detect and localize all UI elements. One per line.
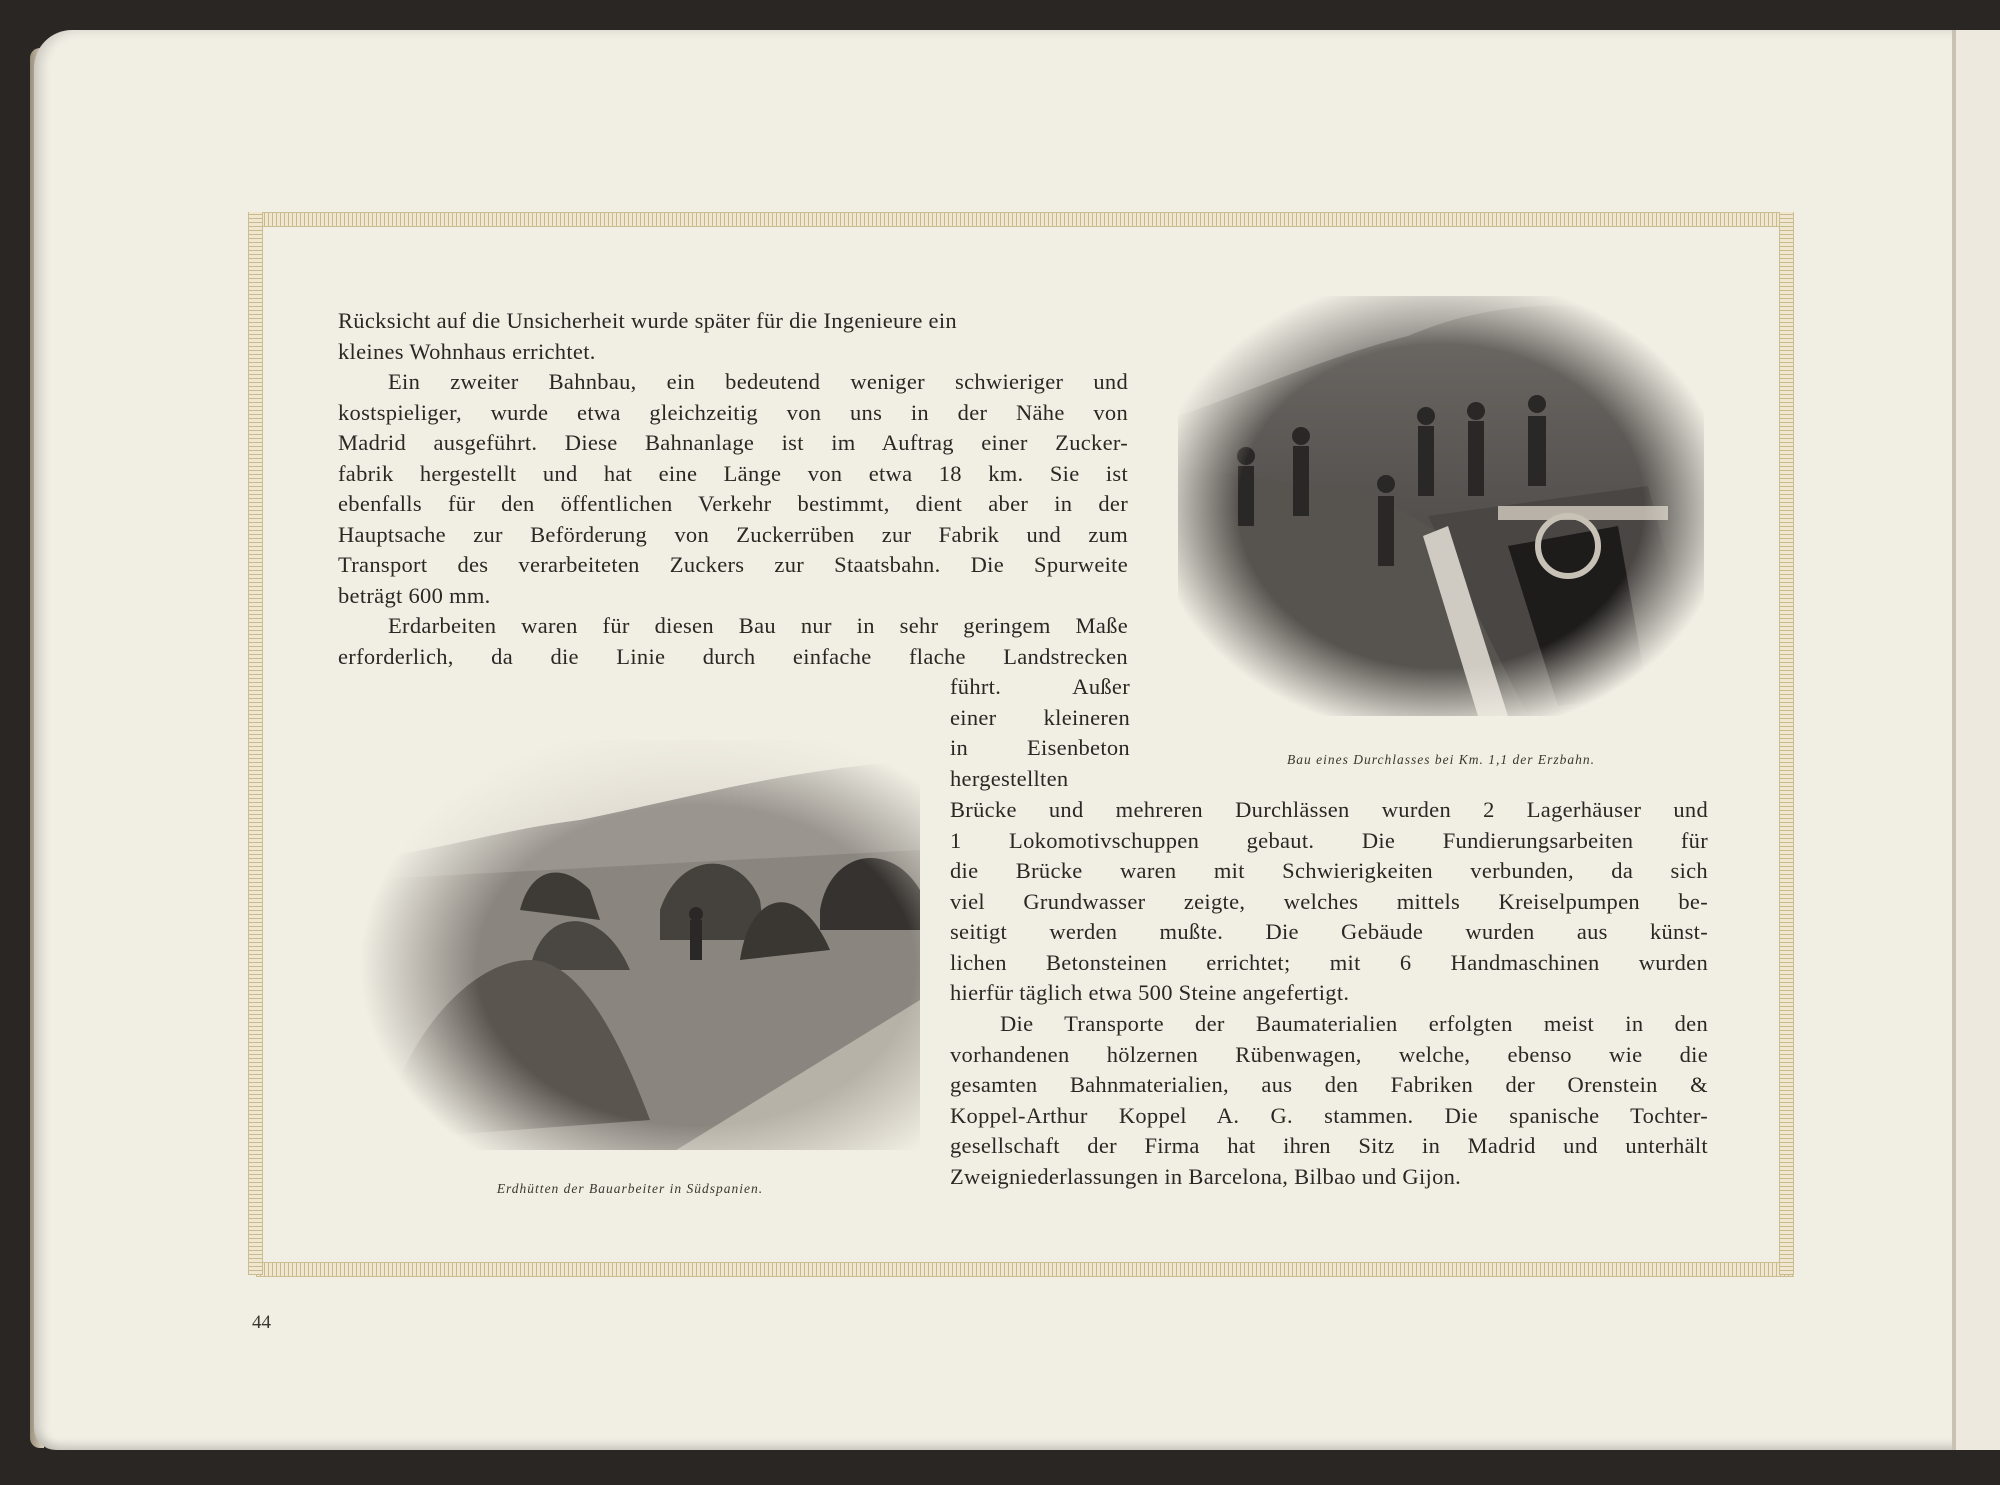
- page-number: 44: [252, 1312, 271, 1333]
- p3-line: viel Grundwasser zeigte, welches mittels Kreiselpumpen be-: [950, 888, 1708, 914]
- paragraph-4: [950, 1009, 1708, 1192]
- p4-line: Die Transporte der Baumaterialien erfolgten meist in den: [1000, 1011, 1708, 1036]
- p4-line: Zweigniederlassungen in Barcelona, Bilbao und Gijon.: [950, 1163, 1462, 1189]
- p3-narrow-line: in Eisenbeton: [950, 735, 1130, 760]
- border-bottom: [256, 1262, 1794, 1277]
- p3-line: die Brücke waren mit Schwierigkeiten verbunden, da sich: [950, 858, 1708, 883]
- p2-line: fabrik hergestellt und hat eine Länge von etwa 18 km. Sie ist: [338, 460, 1128, 486]
- p4-line: vorhandenen hölzernen Rübenwagen, welche, ebenso wie die: [950, 1041, 1708, 1067]
- p3-line: erforderlich, da die Linie durch einfache flache Landstrecken: [338, 643, 1128, 669]
- p4-line: gesamten Bahnmaterialien, aus den Fabriken der Orenstein &: [950, 1072, 1708, 1097]
- p3-line: Erdarbeiten waren für diesen Bau nur in sehr geringem Maße: [388, 613, 1128, 638]
- paragraph-2: [338, 367, 1128, 611]
- border-top: [248, 212, 1794, 227]
- p2-line: Madrid ausgeführt. Diese Bahnanlage ist im Auftrag einer Zucker-: [338, 430, 1128, 455]
- paragraph-3: [338, 611, 1128, 672]
- culvert-construction-photo: [1178, 296, 1704, 716]
- border-left: [248, 212, 263, 1275]
- p3-narrow-line: führt. Außer: [950, 674, 1130, 699]
- earth-huts-photo: [360, 740, 920, 1150]
- paragraph-1: Rücksicht auf die Unsicherheit wurde später für die Ingenieure ein kleines Wohnhaus errichtet.: [338, 308, 957, 364]
- p3-line: lichen Betonsteinen errichtet; mit 6 Handmaschinen wurden: [950, 949, 1708, 975]
- paragraph-3-narrow-column: [950, 672, 1130, 794]
- border-right: [1779, 212, 1794, 1275]
- p2-line: kostspieliger, wurde etwa gleichzeitig von uns in der Nähe von: [338, 399, 1128, 425]
- p4-line: Koppel-Arthur Koppel A. G. stammen. Die spanische Tochter-: [950, 1102, 1708, 1128]
- p3-line: 1 Lokomotivschuppen gebaut. Die Fundierungsarbeiten für: [950, 827, 1708, 853]
- p2-line: Transport des verarbeiteten Zuckers zur Staatsbahn. Die Spurweite: [338, 552, 1128, 577]
- p4-line: gesellschaft der Firma hat ihren Sitz in Madrid und unterhält: [950, 1133, 1708, 1158]
- huts-photo-caption: Erdhütten der Bauarbeiter in Südspanien.: [496, 1181, 764, 1196]
- p3-narrow-line: einer kleineren: [950, 704, 1130, 730]
- culvert-photo-caption: Bau eines Durchlasses bei Km. 1,1 der Erzbahn.: [1287, 752, 1595, 767]
- p2-line: Hauptsache zur Beförderung von Zuckerrüben zur Fabrik und zum: [338, 521, 1128, 547]
- p3-line: hierfür täglich etwa 500 Steine angefertigt.: [950, 980, 1350, 1005]
- p3-narrow-line: hergestellten: [950, 765, 1069, 791]
- paragraph-3-continued: [950, 795, 1708, 1009]
- p3-line: seitigt werden mußte. Die Gebäude wurden aus künst-: [950, 919, 1708, 944]
- facing-page-edge: [1956, 30, 2000, 1450]
- p2-line: ebenfalls für den öffentlichen Verkehr bestimmt, dient aber in der: [338, 491, 1128, 516]
- p3-line: Brücke und mehreren Durchlässen wurden 2 Lagerhäuser und: [950, 797, 1708, 822]
- p2-line: Ein zweiter Bahnbau, ein bedeutend weniger schwieriger und: [388, 369, 1128, 394]
- p2-line: beträgt 600 mm.: [338, 582, 491, 608]
